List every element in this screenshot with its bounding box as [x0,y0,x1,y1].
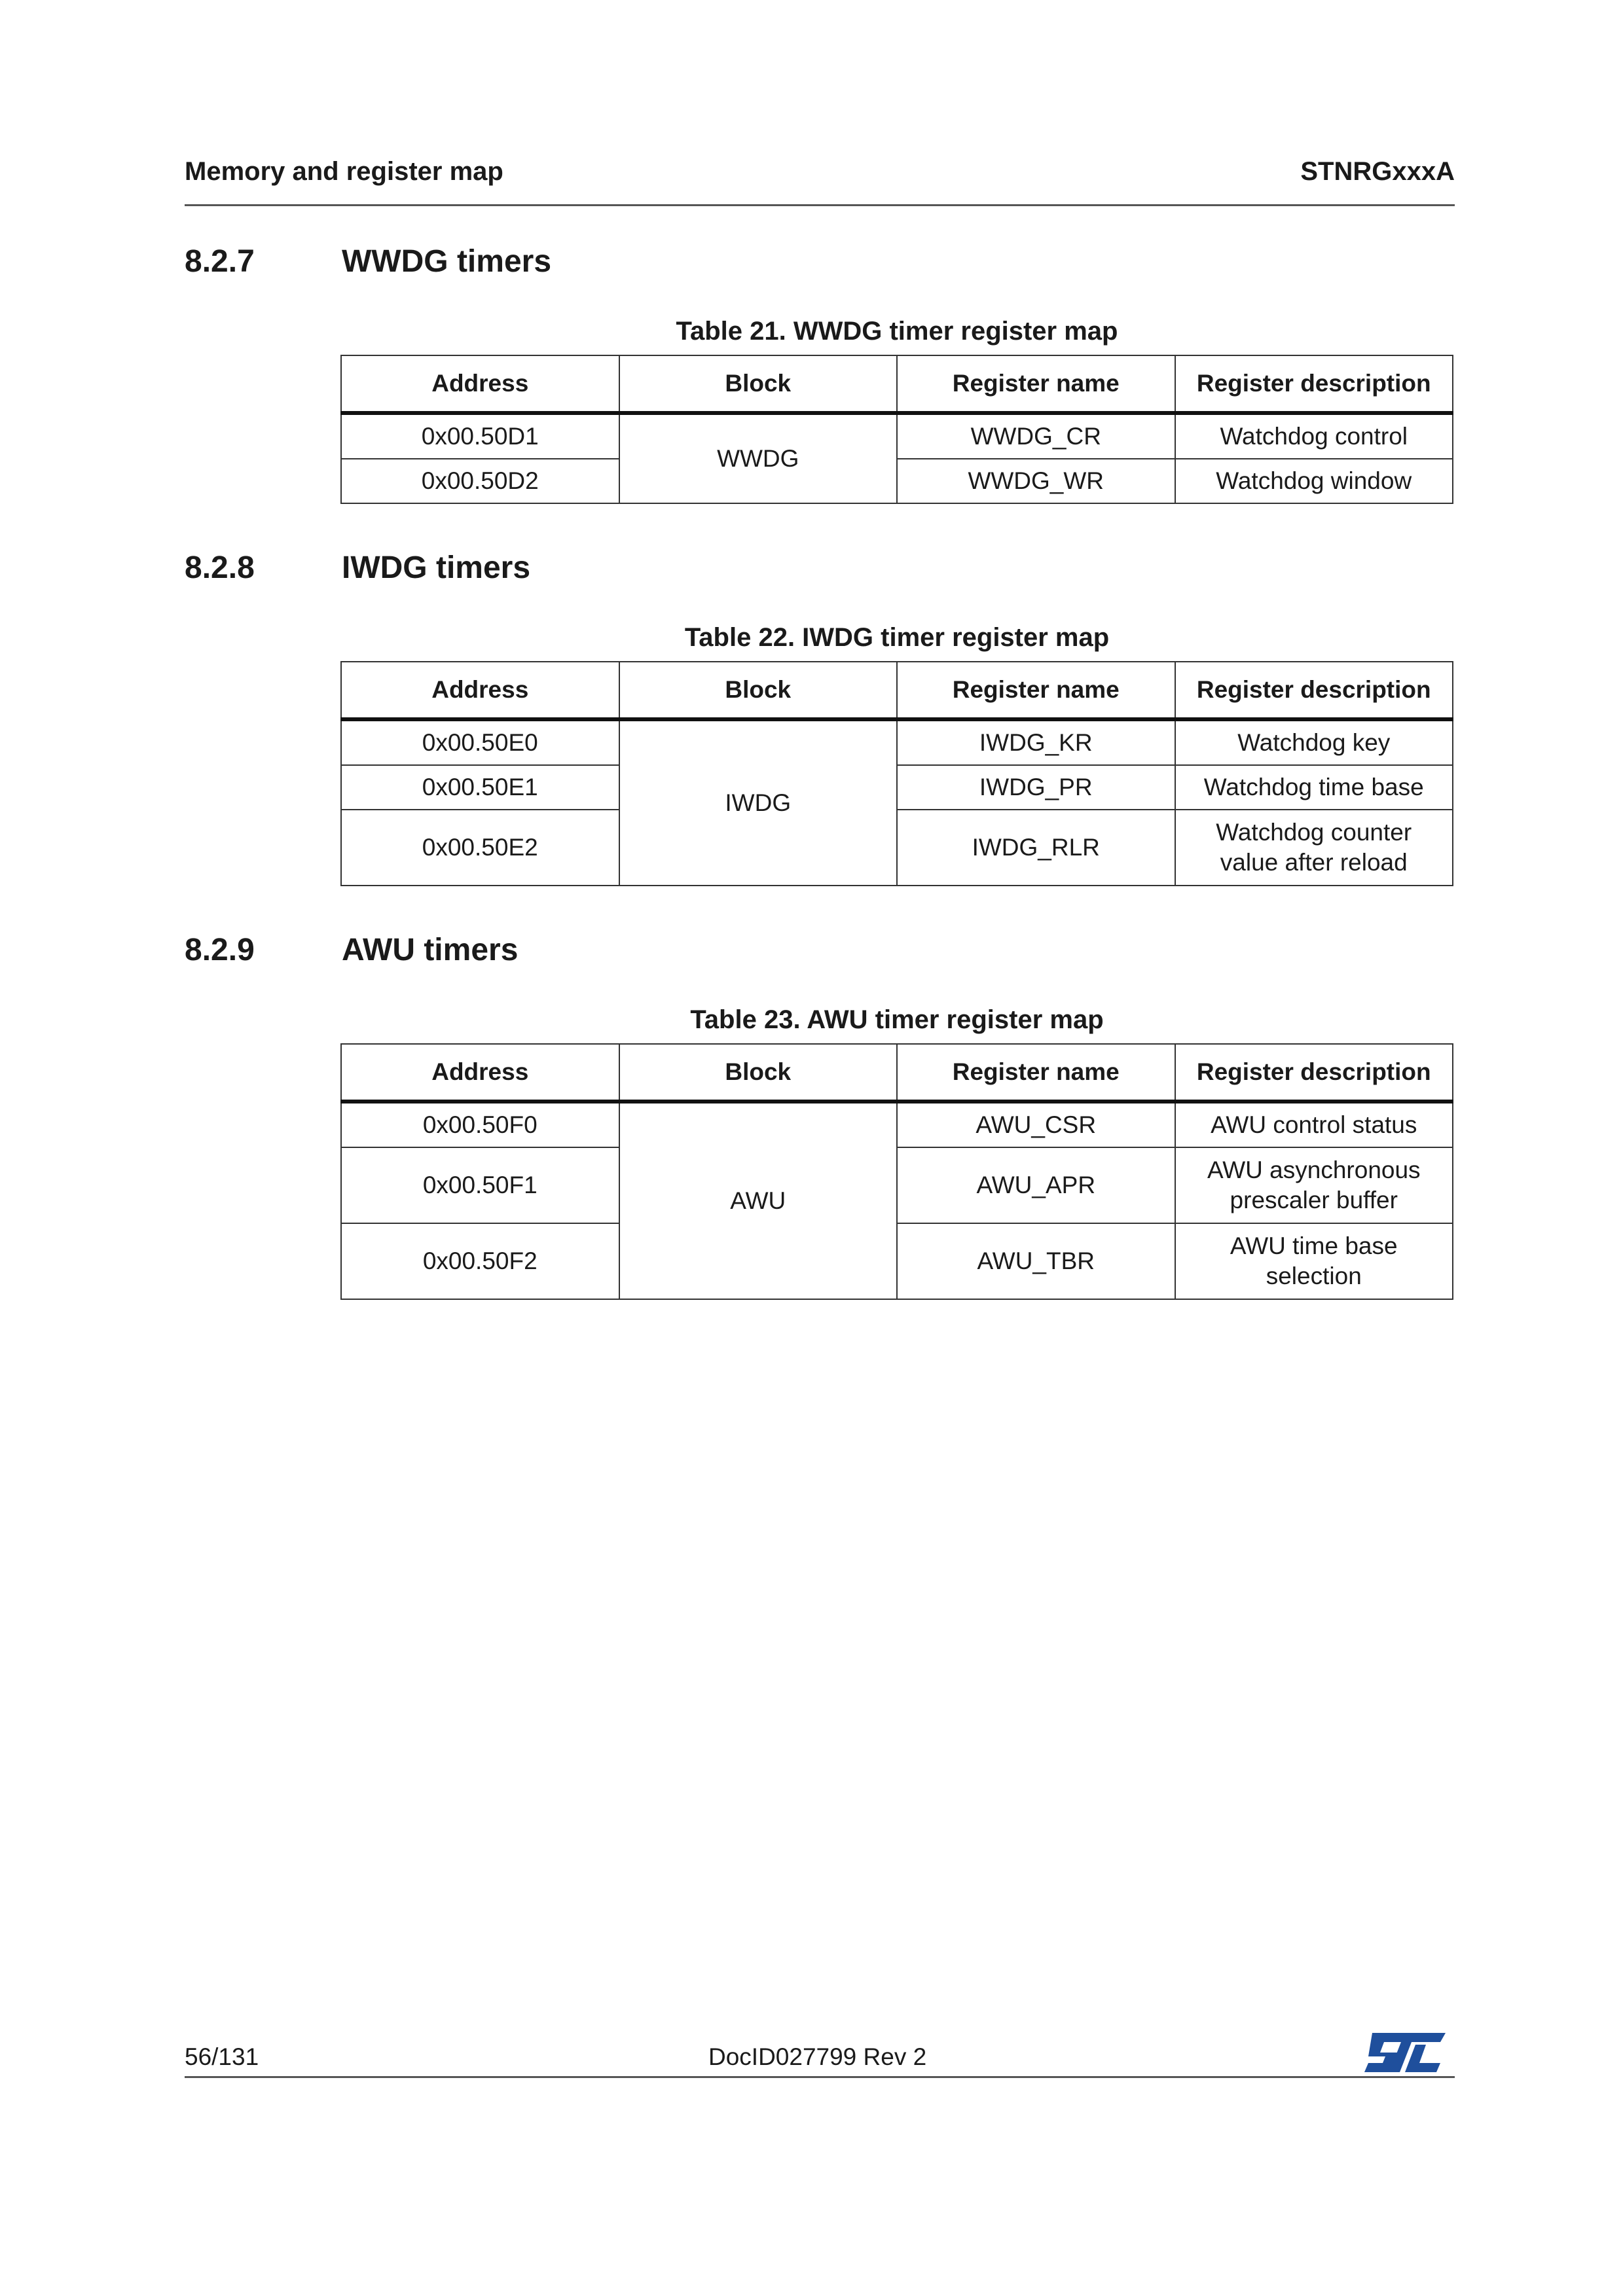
table-row [341,1147,1453,1223]
description-line: AWU time base [1230,1232,1398,1259]
register-name-cell: AWU_TBR [897,1223,1175,1299]
table-row [341,719,1453,765]
column-header-register-name: Register name [897,662,1175,719]
table-row [341,765,1453,810]
register-description-cell: Watchdog key [1175,719,1453,765]
table-caption-wwdg: Table 21. WWDG timer register map [676,317,1118,346]
block-cell: AWU [619,1102,898,1299]
address-cell: 0x00.50E0 [341,719,619,765]
address-cell: 0x00.50F2 [341,1223,619,1299]
column-header-register-description: Register description [1175,662,1453,719]
section-title: WWDG timers [342,244,552,279]
address-cell: 0x00.50D1 [341,413,619,459]
section-title: IWDG timers [342,550,531,585]
register-description-cell: Watchdog control [1175,413,1453,459]
register-description-cell [1175,810,1453,886]
table-row [341,459,1453,503]
section-title: AWU timers [342,933,519,967]
wwdg-register-table [340,355,1453,504]
table-row [341,1223,1453,1299]
register-description-cell: AWU control status [1175,1102,1453,1147]
st-logo-icon [1363,2029,1448,2076]
register-description-cell [1175,1223,1453,1299]
section-heading-awu [185,932,518,968]
table-row [341,413,1453,459]
register-name-cell: AWU_APR [897,1147,1175,1223]
description-line: AWU asynchronous [1207,1157,1421,1183]
section-number: 8.2.8 [185,550,255,585]
register-name-cell: WWDG_WR [897,459,1175,503]
column-header-register-name: Register name [897,355,1175,413]
table-caption-iwdg: Table 22. IWDG timer register map [684,623,1110,652]
section-number: 8.2.9 [185,933,255,967]
address-cell: 0x00.50D2 [341,459,619,503]
page-header [185,157,1455,206]
block-cell: IWDG [619,719,898,886]
section-number: 8.2.7 [185,244,255,279]
iwdg-register-table [340,661,1453,886]
address-cell: 0x00.50F0 [341,1102,619,1147]
address-cell: 0x00.50E2 [341,810,619,886]
column-header-register-name: Register name [897,1044,1175,1102]
description-line: selection [1266,1263,1362,1289]
column-header-block: Block [619,1044,898,1102]
register-description-cell: Watchdog time base [1175,765,1453,810]
table-row [341,1102,1453,1147]
table-caption-awu: Table 23. AWU timer register map [690,1005,1104,1034]
register-description-cell [1175,1147,1453,1223]
awu-register-table [340,1043,1453,1300]
column-header-block: Block [619,662,898,719]
column-header-address: Address [341,1044,619,1102]
table-row [341,810,1453,886]
block-cell: WWDG [619,413,898,503]
register-description-cell: Watchdog window [1175,459,1453,503]
page-number: 56/131 [185,2043,259,2070]
column-header-address: Address [341,662,619,719]
column-header-register-description: Register description [1175,1044,1453,1102]
register-name-cell: AWU_CSR [897,1102,1175,1147]
description-line: prescaler buffer [1230,1187,1398,1213]
header-title: Memory and register map [185,157,503,186]
register-name-cell: IWDG_RLR [897,810,1175,886]
column-header-block: Block [619,355,898,413]
address-cell: 0x00.50E1 [341,765,619,810]
doc-id: DocID027799 Rev 2 [708,2043,927,2070]
column-header-address: Address [341,355,619,413]
address-cell: 0x00.50F1 [341,1147,619,1223]
register-name-cell: IWDG_KR [897,719,1175,765]
register-name-cell: IWDG_PR [897,765,1175,810]
section-heading-wwdg [185,243,551,279]
register-name-cell: WWDG_CR [897,413,1175,459]
column-header-register-description: Register description [1175,355,1453,413]
section-heading-iwdg [185,550,530,586]
description-line: value after reload [1220,849,1408,876]
description-line: Watchdog counter [1216,819,1412,846]
header-doc-name: STNRGxxxA [1300,157,1455,186]
page-footer [185,2029,1455,2078]
